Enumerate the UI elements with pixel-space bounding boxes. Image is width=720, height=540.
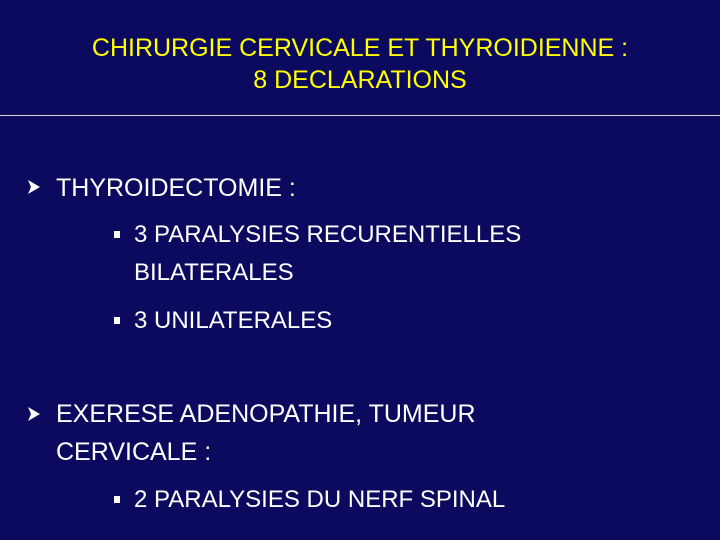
subitem-unilaterales: 3 UNILATERALES — [134, 307, 333, 334]
item-thyroidectomie-label: THYROIDECTOMIE : — [56, 174, 296, 202]
square-bullet-icon — [114, 496, 120, 503]
item-exerese-line-2: CERVICALE : — [56, 438, 212, 466]
item-exerese-line-1: EXERESE ADENOPATHIE, TUMEUR — [56, 400, 476, 428]
square-bullet-icon — [114, 317, 120, 324]
arrow-bullet-icon — [28, 407, 40, 421]
title-divider — [0, 115, 720, 116]
subitem-nerf-spinal: 2 PARALYSIES DU NERF SPINAL — [134, 486, 506, 513]
arrow-bullet-icon — [28, 180, 40, 194]
subitem-paralysies-line-1: 3 PARALYSIES RECURENTIELLES — [134, 221, 522, 248]
title-line-2: 8 DECLARATIONS — [253, 66, 467, 94]
subitem-paralysies-line-2: BILATERALES — [134, 259, 294, 286]
slide-title — [0, 32, 720, 96]
square-bullet-icon — [114, 231, 120, 238]
title-line-1: CHIRURGIE CERVICALE ET THYROIDIENNE : — [91, 34, 629, 62]
